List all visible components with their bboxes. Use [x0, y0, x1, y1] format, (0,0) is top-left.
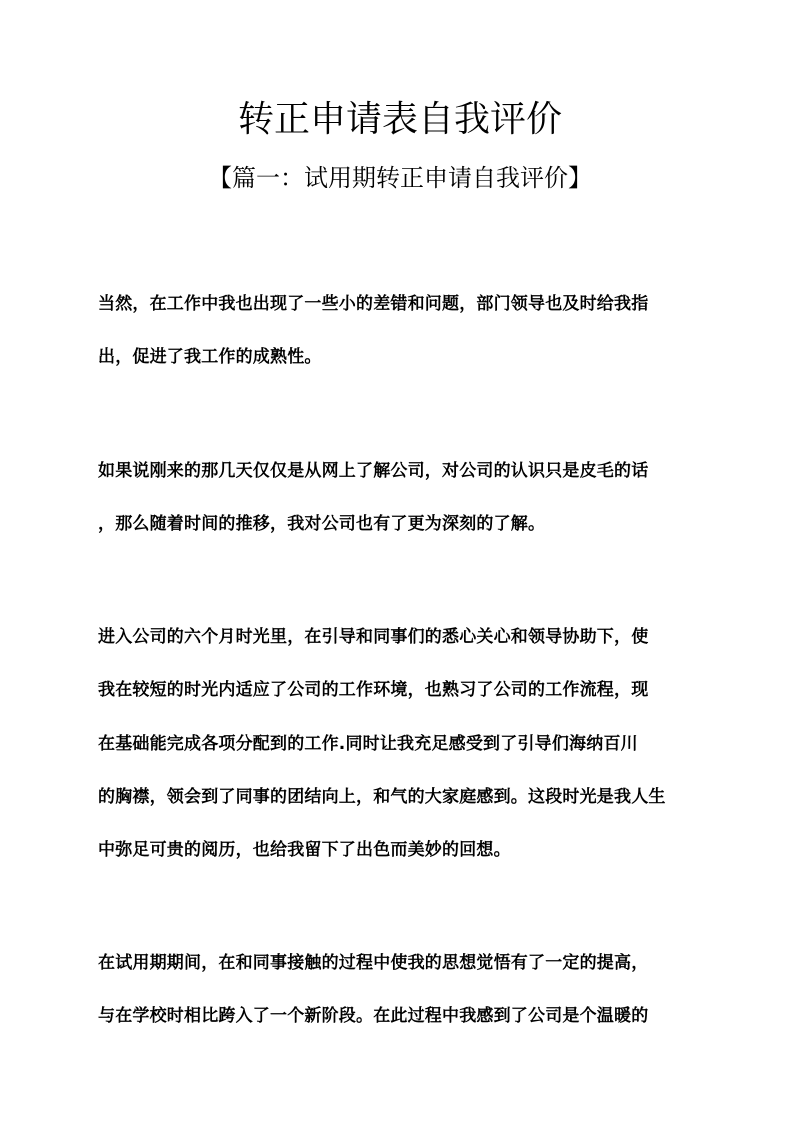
document-subtitle: 【篇一：试用期转正申请自我评价】	[208, 164, 592, 192]
paragraph-line: 出，促进了我工作的成熟性。	[98, 347, 322, 367]
document-title: 转正申请表自我评价	[237, 99, 562, 140]
paragraph-line: ，那么随着时间的推移，我对公司也有了更为深刻的了解。	[98, 514, 546, 534]
paragraph-line: 中弥足可贵的阅历，也给我留下了出色而美妙的回想。	[98, 840, 511, 860]
paragraph-line: 在试用期期间，在和同事接触的过程中使我的思想觉悟有了一定的提高，	[98, 953, 649, 973]
paragraph-line: 如果说刚来的那几天仅仅是从网上了解公司，对公司的认识只是皮毛的话	[98, 461, 649, 481]
paragraph-line: 我在较短的时光内适应了公司的工作环境，也熟习了公司的工作流程，现	[98, 680, 649, 700]
paragraph-line: 当然，在工作中我也出现了一些小的差错和问题，部门领导也及时给我指	[98, 294, 649, 314]
paragraph-line: 进入公司的六个月时光里，在引导和同事们的悉心关心和领导协助下，使	[98, 627, 649, 647]
paragraph-line: 在基础能完成各项分配到的工作.同时让我充足感受到了引导们海纳百川	[98, 734, 638, 754]
paragraph-line: 的胸襟，领会到了同事的团结向上，和气的大家庭感到。这段时光是我人生	[98, 787, 666, 807]
paragraph-line: 与在学校时相比跨入了一个新阶段。在此过程中我感到了公司是个温暖的	[98, 1006, 649, 1026]
